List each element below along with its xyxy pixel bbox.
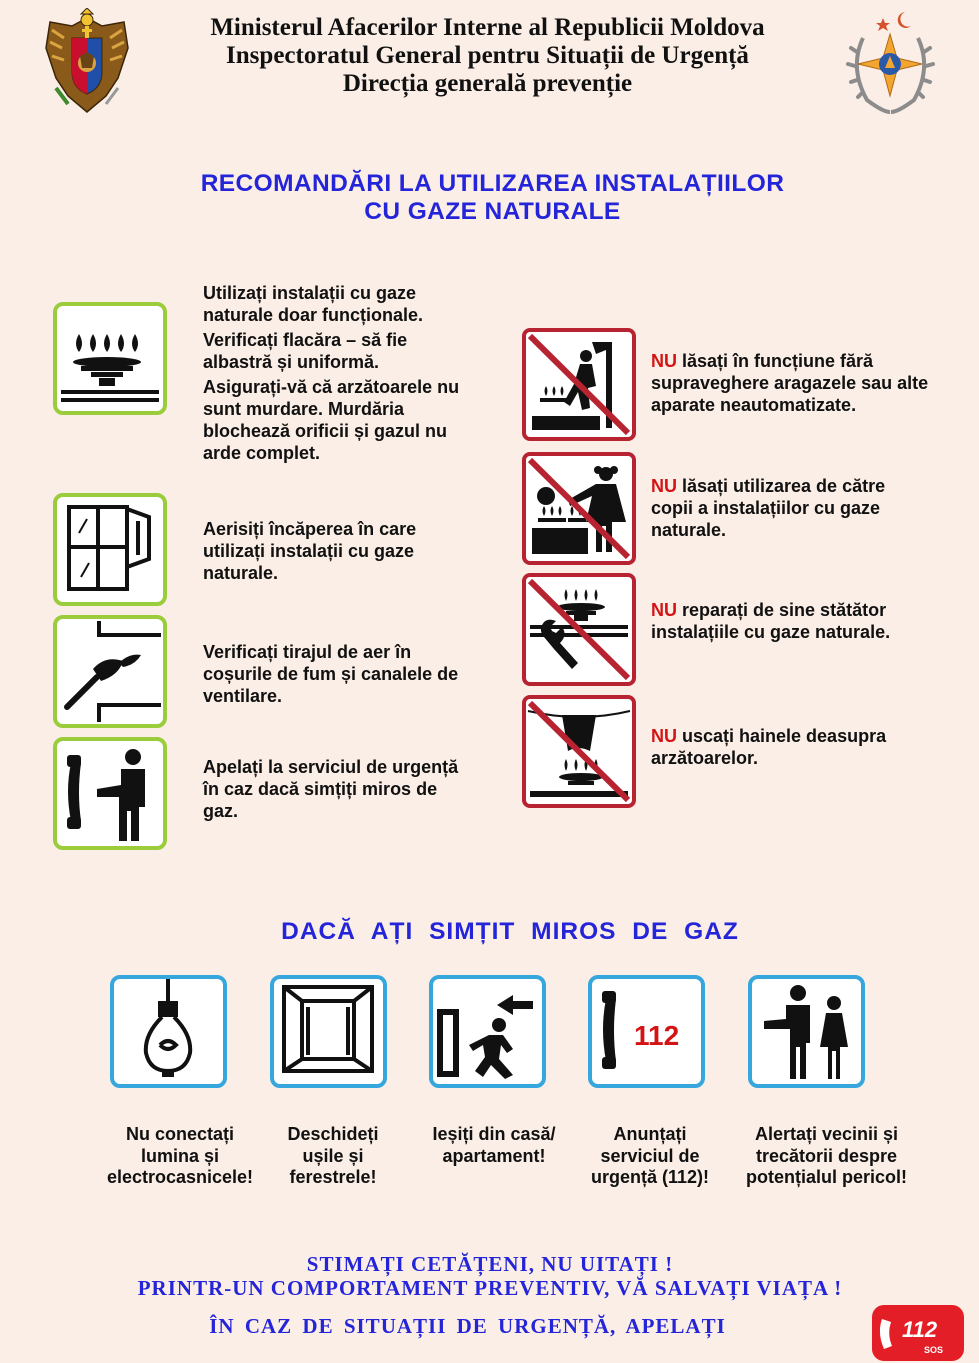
caption-line: potențialul pericol! bbox=[745, 1167, 907, 1187]
emergency-call-icon bbox=[57, 741, 163, 846]
prohibition-icon-children bbox=[522, 452, 636, 565]
gas-step-caption-3 bbox=[414, 1124, 574, 1167]
recommendation-icon-call bbox=[53, 737, 167, 850]
recommendation-text-3: Verificați tirajul de aer în coșurile de fum și canalele de ventilare. bbox=[203, 642, 459, 706]
prohibition-text-4 bbox=[651, 725, 926, 769]
footer-line3: ÎN CAZ DE SITUAȚII DE URGENȚĂ, APELAȚI bbox=[209, 1314, 726, 1338]
prohibition-icon-clothes bbox=[522, 695, 636, 808]
recommendation-icon-chimney bbox=[53, 615, 167, 728]
nu-label: NU bbox=[651, 476, 677, 496]
caption-line: Ieșiți din casă/ bbox=[432, 1124, 556, 1144]
gas-step-icon-2 bbox=[270, 975, 387, 1088]
prohibition-body: lăsați utilizarea de către copii a instalațiilor cu gaze naturale. bbox=[651, 476, 886, 540]
self-repair-icon bbox=[526, 577, 632, 682]
header-ministry: Ministerul Afacerilor Interne al Republicii Moldova bbox=[210, 14, 765, 41]
moldova-coat-of-arms bbox=[42, 8, 132, 116]
caption-line: apartament! bbox=[442, 1145, 546, 1166]
igsu-emblem bbox=[843, 8, 938, 116]
nu-label: NU bbox=[651, 726, 677, 746]
main-title-line2: CU GAZE NATURALE bbox=[364, 198, 621, 225]
gas-step-icon-5 bbox=[748, 975, 865, 1088]
footer-line2: PRINTR-UN COMPORTAMENT PREVENTIV, VĂ SALVAȚI VIAȚA ! bbox=[137, 1276, 843, 1300]
footer-line1: STIMAȚI CETĂȚENI, NU UITAȚI ! bbox=[306, 1252, 674, 1276]
header-inspectorate: Inspectoratul General pentru Situații de Urgență bbox=[226, 42, 749, 69]
prohibition-body: lăsați în funcțiune fără supraveghere aragazele sau alte aparate neautomatizate. bbox=[651, 351, 929, 415]
header-directorate: Direcția generală prevenție bbox=[342, 70, 633, 97]
gas-step-icon-1 bbox=[110, 975, 227, 1088]
gas-step-caption-4 bbox=[575, 1124, 725, 1189]
caption-line: ferestrele! bbox=[289, 1167, 377, 1187]
prohibition-icon-unattended bbox=[522, 328, 636, 441]
recommendation-icon-burner bbox=[53, 302, 167, 415]
badge-sos: SOS bbox=[924, 1345, 944, 1355]
prohibition-icon-repair bbox=[522, 573, 636, 686]
recommendation-icon-window bbox=[53, 493, 167, 606]
window-icon bbox=[274, 979, 383, 1084]
coat-of-arms-icon bbox=[42, 8, 132, 116]
gas-smell-title: DACĂ AȚI SIMȚIT MIROS DE GAZ bbox=[281, 918, 739, 945]
caption-line: Anunțați bbox=[613, 1124, 687, 1144]
caption-line: Alertați vecinii și bbox=[754, 1124, 899, 1144]
drying-clothes-icon bbox=[526, 699, 632, 804]
chimney-draft-icon bbox=[57, 619, 163, 724]
caption-line: trecătorii despre bbox=[755, 1145, 898, 1166]
child-stove-icon bbox=[526, 456, 632, 561]
phone-112-number: 112 bbox=[634, 1020, 680, 1051]
phone-112-icon bbox=[592, 979, 701, 1084]
recommendation-paragraph: Verificați flacăra – să fie albastră și uniformă. bbox=[203, 330, 408, 372]
caption-line: serviciul de bbox=[600, 1145, 700, 1166]
main-title-line1: RECOMANDĂRI LA UTILIZAREA INSTALAȚIILOR bbox=[200, 170, 785, 197]
phone-badge-icon bbox=[872, 1305, 964, 1361]
recommendation-text-2: Aerisiți încăperea în care utilizați instalații cu gaze naturale. bbox=[203, 519, 417, 583]
light-bulb-icon bbox=[114, 979, 223, 1084]
emergency-emblem-icon bbox=[843, 8, 938, 116]
badge-number: 112 bbox=[902, 1317, 938, 1342]
exit-icon bbox=[433, 979, 542, 1084]
prohibition-body: uscați hainele deasupra arzătoarelor. bbox=[651, 726, 887, 768]
prohibition-text-3 bbox=[651, 599, 936, 643]
caption-line: Deschideți bbox=[287, 1124, 379, 1144]
prohibition-body: reparați de sine stătător instalațiile cu gaze naturale. bbox=[651, 600, 891, 642]
caption-line: Nu conectați bbox=[125, 1124, 235, 1144]
recommendation-text-1 bbox=[203, 282, 468, 464]
gas-burner-icon bbox=[57, 306, 163, 411]
gas-step-icon-3 bbox=[429, 975, 546, 1088]
nu-label: NU bbox=[651, 600, 677, 620]
gas-step-caption-5 bbox=[729, 1124, 924, 1189]
recommendation-text-4: Apelați la serviciul de urgență în caz dacă simțiți miros de gaz. bbox=[203, 757, 459, 821]
open-window-icon bbox=[57, 497, 163, 602]
caption-line: lumina și bbox=[140, 1145, 220, 1166]
recommendation-paragraph: Utilizați instalații cu gaze naturale doar funcționale. bbox=[203, 283, 424, 325]
gas-step-icon-4 bbox=[588, 975, 705, 1088]
unattended-stove-icon bbox=[526, 332, 632, 437]
gas-step-caption-2 bbox=[263, 1124, 403, 1189]
caption-line: ușile și bbox=[302, 1145, 364, 1166]
gas-step-caption-1 bbox=[90, 1124, 270, 1189]
alert-neighbors-icon bbox=[752, 979, 861, 1084]
caption-line: electrocasnicele! bbox=[106, 1167, 254, 1187]
caption-line: urgență (112)! bbox=[590, 1167, 710, 1187]
emergency-112-badge bbox=[872, 1305, 964, 1361]
prohibition-text-1 bbox=[651, 350, 936, 416]
recommendation-paragraph: Asigurați-vă că arzătoarele nu sunt murdare. Murdăria blochează orificii și gazul nu arde complet. bbox=[203, 377, 460, 463]
nu-label: NU bbox=[651, 351, 677, 371]
prohibition-text-2 bbox=[651, 475, 926, 541]
